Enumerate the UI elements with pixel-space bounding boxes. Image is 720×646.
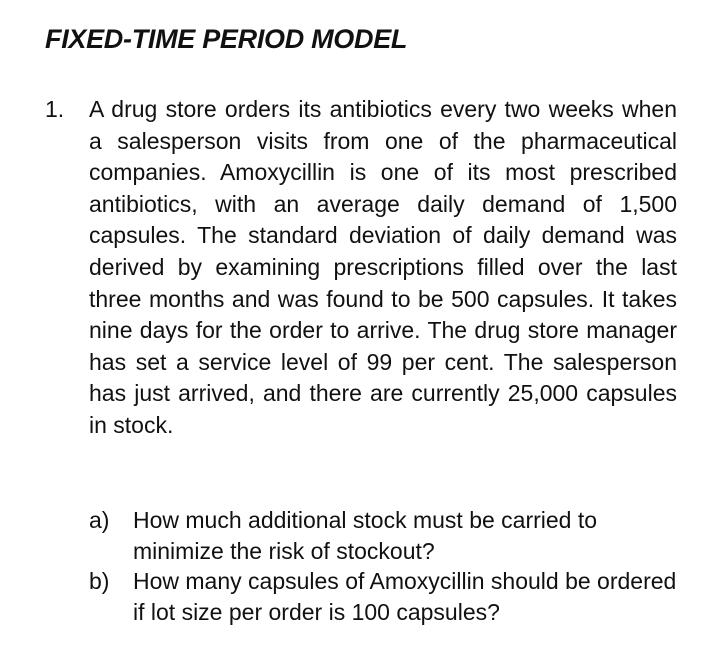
document-title: FIXED-TIME PERIOD MODEL <box>45 24 408 54</box>
subquestion-a <box>89 505 689 566</box>
subquestion-label: a) <box>89 507 110 533</box>
subquestion-text: How much additional stock must be carried to minimize the risk of stockout? <box>133 507 598 564</box>
problem-text: A drug store orders its antibiotics every two weeks when a salesperson visits from one of the pharmaceutical companies. Amoxycillin is one of its most prescribed antibiotics, with an average daily demand of 1,500 capsules. The standard deviation of daily demand was derived by examining prescriptions filled over the last three months and was found to be 500 capsules. It takes nine days for the order to arrive. The drug store manager has set a service level of 99 per cent. The salesperson has just arrived, and there are currently 25,000 capsules in stock. <box>89 96 677 438</box>
problem-1 <box>45 94 685 442</box>
problem-number: 1. <box>45 96 65 122</box>
subquestion-b <box>89 566 689 627</box>
subquestion-label: b) <box>89 568 110 594</box>
subquestion-text: How many capsules of Amoxycillin should be ordered if lot size per order is 100 capsules? <box>133 568 677 625</box>
subquestion-list <box>89 505 689 627</box>
